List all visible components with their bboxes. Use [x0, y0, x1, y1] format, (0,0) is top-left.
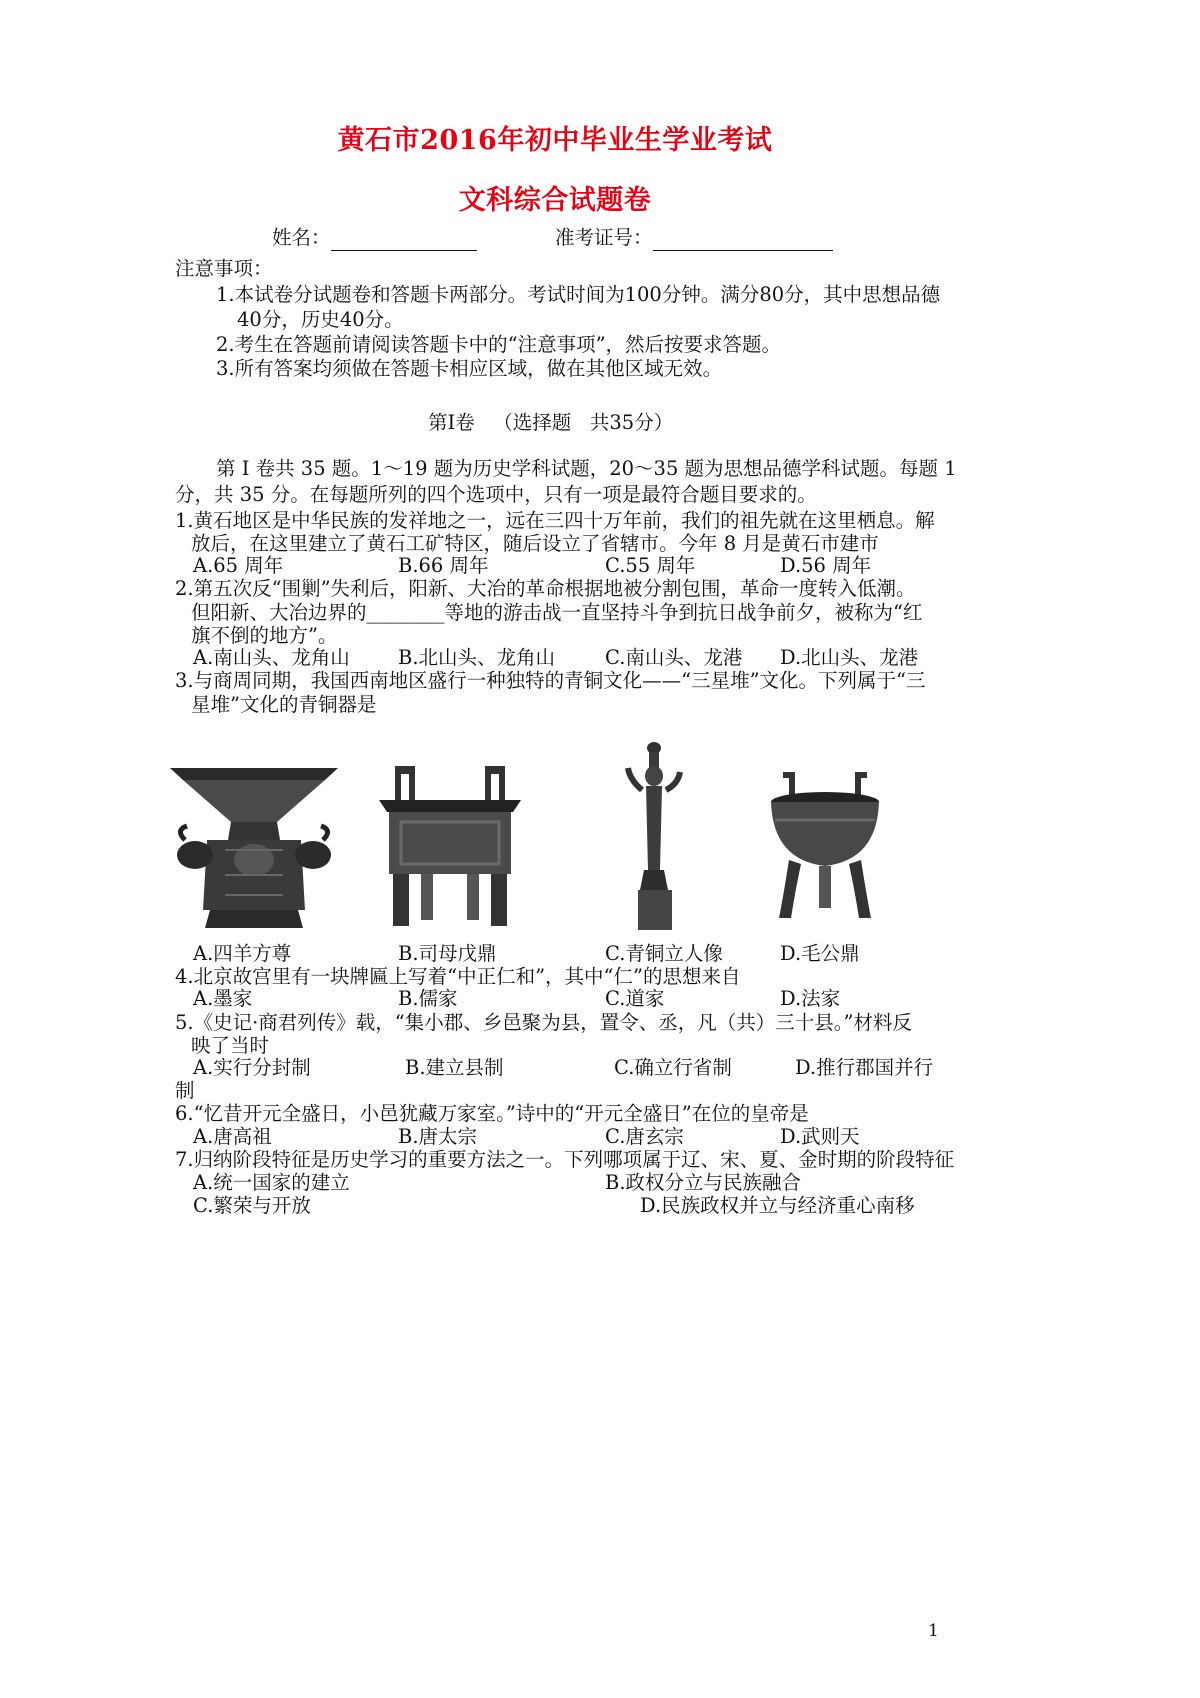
q6-option-d: D.武则天	[780, 1125, 860, 1148]
q3-option-d: D.毛公鼎	[780, 942, 860, 965]
question-5-text: 映了当时	[191, 1034, 270, 1057]
notes-heading: 注意事项：	[175, 257, 273, 280]
note-item: 2.考生在答题前请阅读答题卡中的“注意事项”，然后按要求答题。	[216, 333, 782, 356]
question-1-text: 1.黄石地区是中华民族的发祥地之一，远在三四十万年前，我们的祖先就在这里栖息。解	[175, 509, 935, 532]
question-5-text: 5.《史记·商君列传》载，“集小郡、乡邑聚为县，置令、丞，凡（共）三十县。”材料反	[175, 1011, 912, 1034]
simuwu-ding-image	[375, 762, 525, 930]
q6-option-b: B.唐太宗	[398, 1125, 478, 1148]
q3-option-b: B.司母戊鼎	[398, 942, 497, 965]
q1-option-c: C.55 周年	[605, 554, 696, 577]
question-7-text: 7.归纳阶段特征是历史学习的重要方法之一。下列哪项属于辽、宋、夏、金时期的阶段特征	[175, 1148, 955, 1171]
note-item: 40分，历史40分。	[237, 308, 404, 331]
q5-option-d: D.推行郡国并行	[795, 1056, 934, 1079]
page-number: 1	[928, 1621, 939, 1641]
exam-title: 黄石市2016年初中毕业生学业考试	[337, 125, 773, 156]
q4-option-b: B.儒家	[398, 987, 458, 1010]
q7-option-a: A.统一国家的建立	[193, 1171, 350, 1194]
q6-option-a: A.唐高祖	[193, 1125, 272, 1148]
q7-option-c: C.繁荣与开放	[193, 1194, 311, 1217]
paper-subtitle: 文科综合试题卷	[458, 185, 652, 216]
section-title: 第Ⅰ卷 （选择题 共35分）	[428, 411, 674, 434]
q2-option-d: D.北山头、龙港	[780, 646, 919, 669]
q1-option-a: A.65 周年	[193, 554, 284, 577]
name-field-row	[272, 225, 477, 251]
q2-option-b: B.北山头、龙角山	[398, 646, 556, 669]
q4-option-d: D.法家	[780, 987, 841, 1010]
q5-option-d-wrap: 制	[175, 1079, 195, 1102]
q6-option-c: C.唐玄宗	[605, 1125, 684, 1148]
question-3-text: 星堆”文化的青铜器是	[191, 693, 377, 716]
question-6-text: 6.“忆昔开元全盛日，小邑犹藏万家室。”诗中的“开元全盛日”在位的皇帝是	[175, 1102, 809, 1125]
exam-number-label: 准考证号：	[555, 226, 653, 249]
question-1-text: 放后，在这里建立了黄石工矿特区，随后设立了省辖市。今年 8 月是黄石市建市	[191, 532, 879, 555]
section-intro-line: 分，共 35 分。在每题所列的四个选项中，只有一项是最符合题目要求的。	[175, 483, 817, 506]
note-item: 3.所有答案均须做在答题卡相应区域，做在其他区域无效。	[216, 357, 723, 380]
four-ram-zun-image	[165, 760, 343, 930]
name-label: 姓名：	[272, 226, 331, 249]
q2-option-a: A.南山头、龙角山	[193, 646, 350, 669]
q1-option-d: D.56 周年	[780, 554, 872, 577]
q3-option-c: C.青铜立人像	[605, 942, 723, 965]
name-blank[interactable]	[331, 230, 477, 251]
bronze-images	[165, 740, 945, 935]
question-2-text: 旗不倒的地方”。	[191, 624, 338, 647]
question-2-text: 但阳新、大冶边界的________等地的游击战一直坚持斗争到抗日战争前夕，被称为“红	[191, 601, 923, 624]
q5-option-a: A.实行分封制	[193, 1056, 311, 1079]
exam-number-row	[555, 225, 833, 251]
q7-option-d: D.民族政权并立与经济重心南移	[640, 1194, 915, 1217]
question-3-text: 3.与商周同期，我国西南地区盛行一种独特的青铜文化——“三星堆”文化。下列属于“三	[175, 669, 926, 692]
q2-option-c: C.南山头、龙港	[605, 646, 743, 669]
q5-option-b: B.建立县制	[405, 1056, 504, 1079]
question-2-text: 2.第五次反“围剿”失利后，阳新、大冶的革命根据地被分割包围，革命一度转入低潮。	[175, 577, 916, 600]
q1-option-b: B.66 周年	[398, 554, 489, 577]
question-4-text: 4.北京故宫里有一块牌匾上写着“中正仁和”，其中“仁”的思想来自	[175, 965, 741, 988]
q7-option-b: B.政权分立与民族融合	[605, 1171, 802, 1194]
q5-option-c: C.确立行省制	[614, 1056, 732, 1079]
q3-option-a: A.四羊方尊	[193, 942, 292, 965]
maogong-ding-image	[765, 768, 885, 928]
q4-option-c: C.道家	[605, 987, 665, 1010]
note-item: 1.本试卷分试题卷和答题卡两部分。考试时间为100分钟。满分80分，其中思想品德	[216, 283, 941, 306]
q4-option-a: A.墨家	[193, 987, 253, 1010]
exam-number-blank[interactable]	[653, 230, 833, 251]
section-intro-line: 第 Ⅰ 卷共 35 题。1～19 题为历史学科试题，20～35 题为思想品德学科试题。每题 1	[216, 457, 957, 480]
bronze-standing-figure-image	[620, 740, 690, 932]
